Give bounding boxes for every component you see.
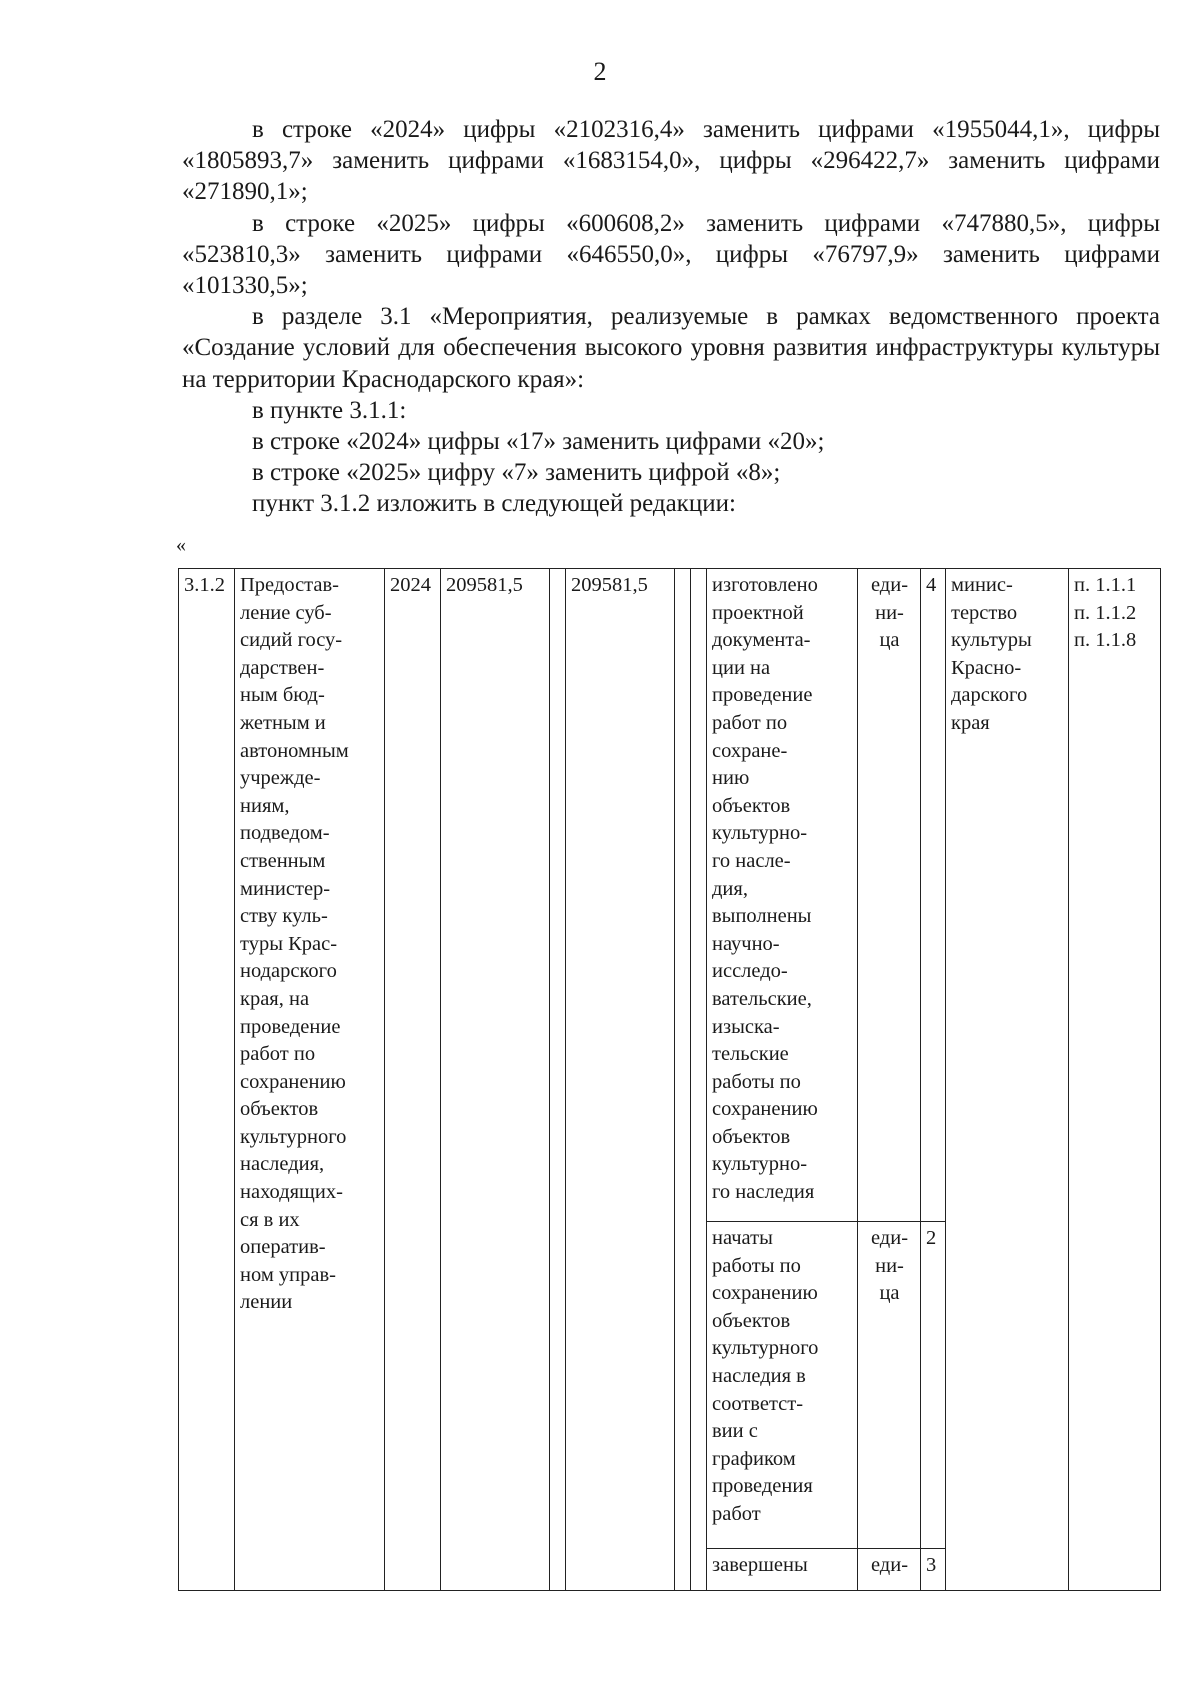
references-cell — [1069, 569, 1161, 1591]
references: п. 1.1.1 п. 1.1.2 п. 1.1.8 — [1074, 574, 1137, 652]
result-description-cell — [707, 1549, 858, 1591]
amendment-text — [182, 114, 1160, 520]
result-value-cell: 4 — [921, 569, 946, 1222]
other-cell — [691, 569, 707, 1591]
measure-name: Предостав- ление суб- сидий госу- дарствен- ным бюд- жетным и автономным учрежде- ниям, подведом- ственным министер- ству куль- туры Крас- нодарского края, на проведение работ по сохранению объектов культурного наследия, находящих- ся в их оператив- ном управ- лении — [240, 574, 349, 1314]
paragraph-2025-figures: в строке «2025» цифры «600608,2» заменить цифрами «747880,5», цифры «523810,3» заменить цифрами «646550,0», цифры «76797,9» заменить цифрами «101330,5»; — [182, 209, 1160, 300]
local-cell — [675, 569, 691, 1591]
year-cell: 2024 — [385, 569, 441, 1591]
result-description: изготовлено проектной документа- ции на проведение работ по сохране- нию объектов культурно- го насле- дия, выполнены научно- исследо- вательские, изыска- тельские работы по сохранению объектов культурно- го наследия — [712, 574, 818, 1204]
regional-cell: 209581,5 — [566, 569, 675, 1591]
item-number-cell: 3.1.2 — [179, 569, 235, 1591]
result-value-cell: 2 — [921, 1222, 946, 1549]
table-row — [179, 569, 1161, 1222]
result-unit: еди- ни- ца — [870, 1227, 909, 1305]
opening-quote-mark: « — [176, 534, 186, 556]
paragraph-item-3-1-1: в пункте 3.1.1: — [252, 396, 407, 424]
paragraph-item-3-1-2: пункт 3.1.2 изложить в следующей редакции: — [252, 490, 736, 518]
result-unit: еди- — [870, 1554, 909, 1576]
result-unit: еди- ни- ца — [870, 574, 909, 652]
result-unit-cell — [858, 1549, 921, 1591]
result-description-cell — [707, 569, 858, 1222]
total-cell: 209581,5 — [441, 569, 550, 1591]
executor: минис- терство культуры Красно- дарского края — [951, 574, 1032, 734]
executor-cell — [946, 569, 1069, 1591]
measures-table — [178, 568, 1161, 1591]
result-description: начаты работы по сохранению объектов культурного наследия в соответст- вии с графиком проведения работ — [712, 1227, 819, 1525]
federal-cell — [550, 569, 566, 1591]
result-unit-cell — [858, 1222, 921, 1549]
paragraph-2024-row: в строке «2024» цифры «17» заменить цифрами «20»; — [252, 428, 825, 456]
result-description: завершены — [712, 1554, 808, 1576]
paragraph-section-3-1: в разделе 3.1 «Мероприятия, реализуемые в рамках ведомственного проекта «Создание условий для обеспечения высокого уровня развития инфраструктуры культуры на территории Краснодарского края»: — [182, 303, 1160, 393]
result-description-cell — [707, 1222, 858, 1549]
paragraph-2024-figures: в строке «2024» цифры «2102316,4» заменить цифрами «1955044,1», цифры «1805893,7» заменить цифрами «1683154,0», цифры «296422,7» заменить цифрами «271890,1»; — [182, 116, 1160, 206]
result-value-cell: 3 — [921, 1549, 946, 1591]
page-number: 2 — [593, 57, 607, 86]
result-unit-cell — [858, 569, 921, 1222]
paragraph-2025-row: в строке «2025» цифру «7» заменить цифрой «8»; — [252, 459, 781, 487]
measure-name-cell — [235, 569, 385, 1591]
